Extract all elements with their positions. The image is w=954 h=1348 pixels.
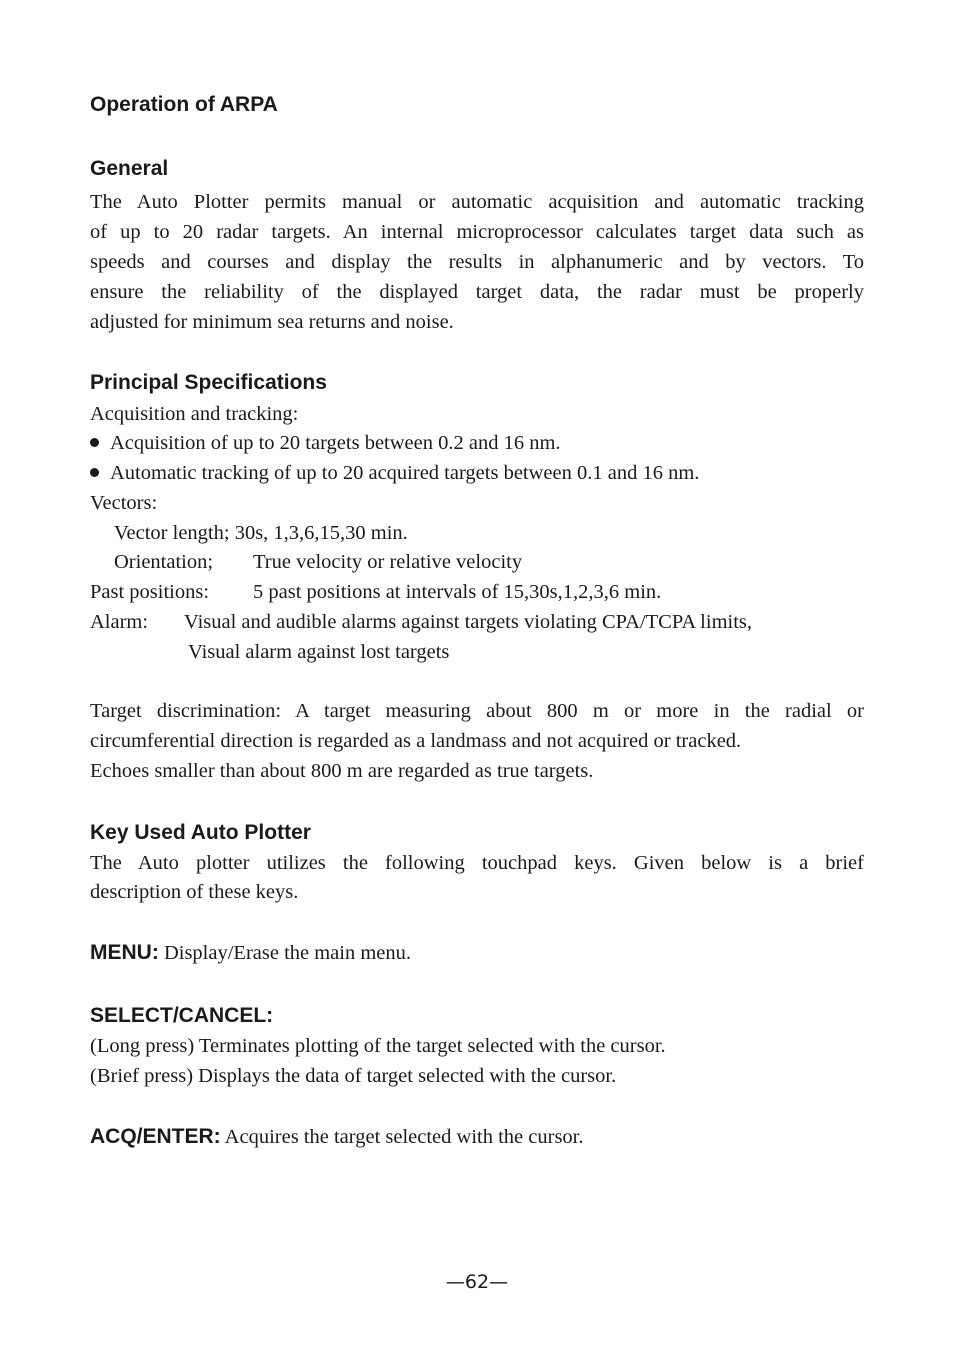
discrimination-line: Echoes smaller than about 800 m are regarded as true targets. — [90, 760, 594, 782]
past-positions-value: 5 past positions at intervals of 15,30s,1,2,3,6 min. — [253, 581, 662, 603]
discrimination-line: Target discrimination: A target measuring about 800 m or more in the radial or — [90, 700, 864, 722]
general-line: adjusted for minimum sea returns and noise. — [90, 311, 454, 333]
bullet-icon — [90, 438, 99, 447]
keys-intro-line: description of these keys. — [90, 881, 299, 903]
orientation-value: True velocity or relative velocity — [253, 551, 523, 573]
bullet-item — [90, 462, 699, 485]
select-long-press: (Long press) Terminates plotting of the target selected with the cursor. — [90, 1035, 666, 1057]
specs-heading: Principal Specifications — [90, 371, 327, 394]
page-title: Operation of ARPA — [90, 93, 278, 116]
acq-enter-key-entry — [90, 1125, 864, 1149]
alarm-line: Visual alarm against lost targets — [188, 641, 450, 663]
acquisition-label: Acquisition and tracking: — [90, 403, 299, 425]
alarm-line: Visual and audible alarms against targets violating CPA/TCPA limits, — [184, 611, 753, 633]
bullet-text: Acquisition of up to 20 targets between 0.2 and 16 nm. — [110, 432, 561, 454]
keys-intro-line: The Auto plotter utilizes the following touchpad keys. Given below is a brief — [90, 852, 864, 874]
general-line: The Auto Plotter permits manual or automatic acquisition and automatic tracking — [90, 191, 864, 213]
keys-heading: Key Used Auto Plotter — [90, 821, 311, 844]
past-positions-label: Past positions: — [90, 581, 210, 603]
general-line: speeds and courses and display the results in alphanumeric and by vectors. To — [90, 251, 864, 273]
bullet-item — [90, 432, 561, 455]
acq-enter-key-label: ACQ/ENTER: — [90, 1125, 221, 1148]
bullet-icon — [90, 468, 99, 477]
vectors-label: Vectors: — [90, 492, 158, 514]
alarm-label: Alarm: — [90, 611, 149, 633]
select-brief-press: (Brief press) Displays the data of target selected with the cursor. — [90, 1065, 617, 1087]
menu-key-entry — [90, 941, 864, 965]
vector-length: Vector length; 30s, 1,3,6,15,30 min. — [114, 522, 408, 544]
select-cancel-key-label: SELECT/CANCEL: — [90, 1004, 274, 1027]
general-line: ensure the reliability of the displayed target data, the radar must be properly — [90, 281, 864, 303]
general-heading: General — [90, 157, 169, 180]
acq-enter-key-desc: Acquires the target selected with the cursor. — [224, 1126, 584, 1148]
page-number: —62— — [445, 1271, 509, 1293]
menu-key-label: MENU: — [90, 941, 159, 964]
orientation-label: Orientation; — [114, 551, 214, 573]
bullet-text: Automatic tracking of up to 20 acquired targets between 0.1 and 16 nm. — [110, 462, 700, 484]
discrimination-line: circumferential direction is regarded as a landmass and not acquired or tracked. — [90, 730, 742, 752]
menu-key-desc: Display/Erase the main menu. — [163, 942, 412, 964]
general-line: of up to 20 radar targets. An internal microprocessor calculates target data such as — [90, 221, 864, 243]
